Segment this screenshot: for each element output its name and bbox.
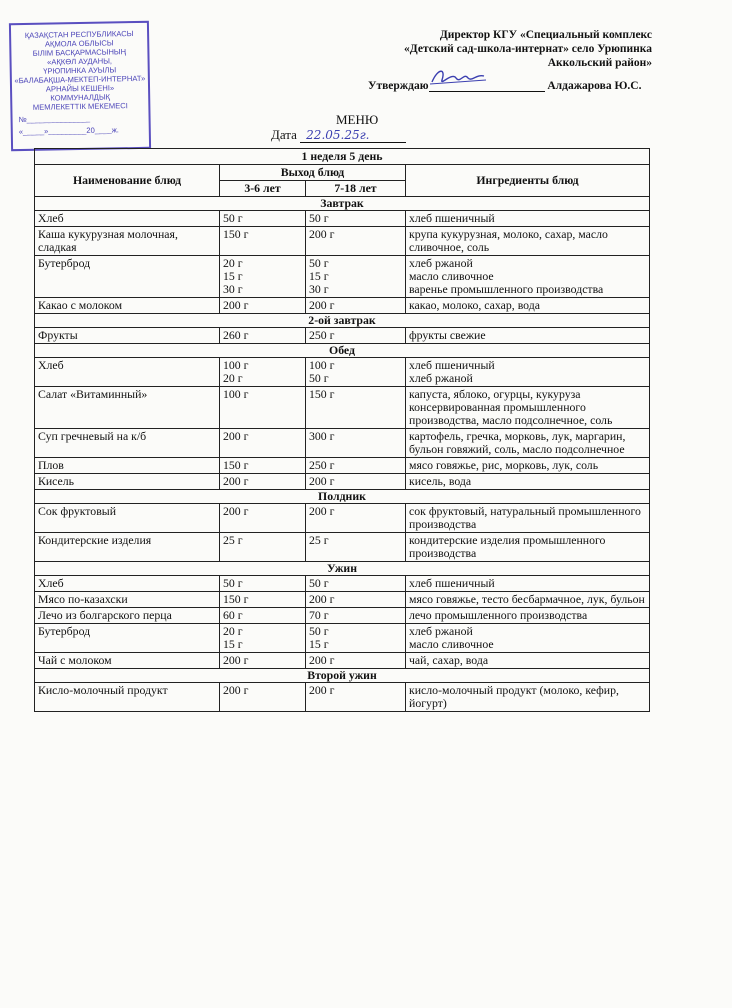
portion-3-6 bbox=[220, 624, 306, 653]
ingredients-line: хлеб ржаной bbox=[409, 371, 473, 385]
portion-3-6 bbox=[220, 653, 306, 669]
table-row bbox=[35, 328, 650, 344]
stamp-line: АҚМОЛА ОБЛЫСЫ bbox=[44, 38, 114, 49]
stamp-line: КОММУНАЛДЫҚ bbox=[50, 92, 111, 103]
section-title: Второй ужин bbox=[35, 669, 650, 683]
portion-3-6 bbox=[220, 474, 306, 490]
portion-7-18 bbox=[306, 504, 406, 533]
ingredients-line: хлеб пшеничный bbox=[409, 358, 495, 372]
ingredients: лечо промышленного производства bbox=[406, 608, 650, 624]
portion-3-6 bbox=[220, 211, 306, 227]
col-output: Выход блюд bbox=[220, 165, 406, 181]
portion-7-18 bbox=[306, 429, 406, 458]
ingredients: кисло-молочный продукт (молоко, кефир, йогурт) bbox=[406, 683, 650, 712]
ingredients: картофель, гречка, морковь, лук, маргарин, бульон говяжий, соль, масло подсолнечное bbox=[406, 429, 650, 458]
portion-3-6 bbox=[220, 328, 306, 344]
portion-7-18-line: 70 г bbox=[309, 608, 329, 622]
col-age-7-18: 7-18 лет bbox=[306, 181, 406, 197]
dish-name: Кисло-молочный продукт bbox=[35, 683, 220, 712]
dish-name: Салат «Витаминный» bbox=[35, 387, 220, 429]
dish-name: Фрукты bbox=[35, 328, 220, 344]
dish-name: Какао с молоком bbox=[35, 298, 220, 314]
section-title: Ужин bbox=[35, 562, 650, 576]
dish-name: Бутерброд bbox=[35, 256, 220, 298]
portion-7-18 bbox=[306, 608, 406, 624]
portion-7-18-line: 25 г bbox=[309, 533, 329, 547]
portion-3-6 bbox=[220, 387, 306, 429]
portion-3-6-line: 25 г bbox=[223, 533, 243, 547]
dish-name: Мясо по-казахски bbox=[35, 592, 220, 608]
stamp-line: ҮРЮПИНКА АУЫЛЫ bbox=[43, 65, 117, 76]
header-line-1: Директор КГУ «Специальный комплекс bbox=[439, 29, 652, 41]
portion-3-6-line: 30 г bbox=[223, 282, 243, 296]
section-header bbox=[35, 669, 650, 683]
portion-7-18 bbox=[306, 256, 406, 298]
portion-3-6 bbox=[220, 358, 306, 387]
ingredients: мясо говяжье, рис, морковь, лук, соль bbox=[406, 458, 650, 474]
section-header bbox=[35, 490, 650, 504]
dish-name: Лечо из болгарского перца bbox=[35, 608, 220, 624]
portion-7-18 bbox=[306, 592, 406, 608]
portion-7-18 bbox=[306, 211, 406, 227]
ingredients: сок фруктовый, натуральный промышленного производства bbox=[406, 504, 650, 533]
portion-3-6 bbox=[220, 298, 306, 314]
portion-7-18-line: 50 г bbox=[309, 624, 329, 638]
stamp-date: «_____»_________20____ж. bbox=[18, 125, 119, 137]
table-row bbox=[35, 211, 650, 227]
portion-3-6 bbox=[220, 227, 306, 256]
portion-7-18-line: 50 г bbox=[309, 211, 329, 225]
portion-3-6-line: 200 г bbox=[223, 429, 249, 443]
portion-7-18-line: 30 г bbox=[309, 282, 329, 296]
portion-7-18 bbox=[306, 387, 406, 429]
header-line-3: Аккольский район» bbox=[547, 57, 652, 69]
portion-3-6-line: 60 г bbox=[223, 608, 243, 622]
portion-7-18-line: 15 г bbox=[309, 637, 329, 651]
dish-name: Бутерброд bbox=[35, 624, 220, 653]
portion-7-18-line: 50 г bbox=[309, 371, 329, 385]
portion-3-6 bbox=[220, 576, 306, 592]
ingredients: фрукты свежие bbox=[406, 328, 650, 344]
stamp-line: МЕМЛЕКЕТТІК МЕКЕМЕСІ bbox=[32, 101, 128, 112]
ingredients: хлеб пшеничный bbox=[406, 211, 650, 227]
portion-7-18 bbox=[306, 624, 406, 653]
portion-3-6-line: 200 г bbox=[223, 504, 249, 518]
portion-7-18-line: 200 г bbox=[309, 227, 335, 241]
portion-7-18 bbox=[306, 474, 406, 490]
menu-table bbox=[34, 148, 650, 712]
section-title: 2-ой завтрак bbox=[35, 314, 650, 328]
portion-7-18-line: 15 г bbox=[309, 269, 329, 283]
portion-3-6-line: 15 г bbox=[223, 637, 243, 651]
portion-3-6 bbox=[220, 504, 306, 533]
dish-name: Хлеб bbox=[35, 211, 220, 227]
table-row bbox=[35, 653, 650, 669]
portion-7-18-line: 200 г bbox=[309, 683, 335, 697]
table-row bbox=[35, 608, 650, 624]
stamp-line: «БАЛАБАҚША-МЕКТЕП-ИНТЕРНАТ» bbox=[14, 73, 146, 86]
dish-name: Каша кукурузная молочная, сладкая bbox=[35, 227, 220, 256]
portion-7-18 bbox=[306, 576, 406, 592]
ingredients bbox=[406, 624, 650, 653]
ingredients: крупа кукурузная, молоко, сахар, масло сливочное, соль bbox=[406, 227, 650, 256]
portion-7-18-line: 100 г bbox=[309, 358, 335, 372]
ingredients: кисель, вода bbox=[406, 474, 650, 490]
date-value: 22.05.25г. bbox=[300, 128, 406, 143]
ingredients: чай, сахар, вода bbox=[406, 653, 650, 669]
portion-7-18-line: 300 г bbox=[309, 429, 335, 443]
portion-3-6-line: 200 г bbox=[223, 298, 249, 312]
table-row bbox=[35, 358, 650, 387]
ingredients-line: хлеб ржаной bbox=[409, 256, 473, 270]
portion-3-6-line: 260 г bbox=[223, 328, 249, 342]
ingredients: хлеб пшеничный bbox=[406, 576, 650, 592]
approve-label: Утверждаю bbox=[368, 80, 429, 92]
portion-7-18-line: 200 г bbox=[309, 653, 335, 667]
portion-7-18-line: 50 г bbox=[309, 576, 329, 590]
ingredients: кондитерские изделия промышленного производства bbox=[406, 533, 650, 562]
portion-3-6-line: 20 г bbox=[223, 624, 243, 638]
portion-3-6 bbox=[220, 683, 306, 712]
table-row bbox=[35, 504, 650, 533]
portion-3-6-line: 200 г bbox=[223, 474, 249, 488]
stamp-number: №_______________ bbox=[18, 113, 91, 125]
dish-name: Хлеб bbox=[35, 576, 220, 592]
signature-blank bbox=[429, 91, 545, 92]
portion-3-6-line: 100 г bbox=[223, 358, 249, 372]
portion-7-18 bbox=[306, 533, 406, 562]
portion-3-6-line: 200 г bbox=[223, 683, 249, 697]
portion-7-18 bbox=[306, 683, 406, 712]
col-ingredients: Ингредиенты блюд bbox=[406, 165, 650, 197]
portion-3-6-line: 50 г bbox=[223, 576, 243, 590]
date-line bbox=[271, 127, 406, 143]
portion-7-18 bbox=[306, 328, 406, 344]
ingredients-line: варенье промышленного производства bbox=[409, 282, 604, 296]
date-label: Дата bbox=[271, 127, 297, 142]
official-stamp bbox=[9, 21, 151, 151]
table-row bbox=[35, 533, 650, 562]
portion-3-6 bbox=[220, 533, 306, 562]
ingredients-line: масло сливочное bbox=[409, 637, 494, 651]
dish-name: Суп гречневый на к/б bbox=[35, 429, 220, 458]
portion-7-18-line: 250 г bbox=[309, 458, 335, 472]
dish-name: Чай с молоком bbox=[35, 653, 220, 669]
section-title: Полдник bbox=[35, 490, 650, 504]
portion-7-18-line: 200 г bbox=[309, 504, 335, 518]
ingredients-line: масло сливочное bbox=[409, 269, 494, 283]
table-row bbox=[35, 683, 650, 712]
ingredients-line: хлеб ржаной bbox=[409, 624, 473, 638]
stamp-text bbox=[11, 29, 148, 112]
dish-name: Плов bbox=[35, 458, 220, 474]
portion-3-6-line: 15 г bbox=[223, 269, 243, 283]
section-header bbox=[35, 344, 650, 358]
table-row bbox=[35, 298, 650, 314]
dish-name: Кисель bbox=[35, 474, 220, 490]
portion-7-18 bbox=[306, 298, 406, 314]
portion-3-6-line: 150 г bbox=[223, 592, 249, 606]
handwritten-signature bbox=[428, 64, 488, 90]
portion-7-18-line: 200 г bbox=[309, 592, 335, 606]
portion-3-6-line: 150 г bbox=[223, 227, 249, 241]
portion-3-6-line: 200 г bbox=[223, 653, 249, 667]
section-header bbox=[35, 562, 650, 576]
portion-3-6-line: 100 г bbox=[223, 387, 249, 401]
ingredients bbox=[406, 256, 650, 298]
portion-7-18-line: 200 г bbox=[309, 298, 335, 312]
table-row bbox=[35, 592, 650, 608]
approve-line bbox=[368, 80, 642, 92]
week-label: 1 неделя 5 день bbox=[35, 149, 650, 165]
portion-7-18-line: 150 г bbox=[309, 387, 335, 401]
portion-7-18-line: 50 г bbox=[309, 256, 329, 270]
portion-3-6-line: 20 г bbox=[223, 256, 243, 270]
portion-7-18-line: 200 г bbox=[309, 474, 335, 488]
page-title: МЕНЮ bbox=[336, 112, 379, 127]
dish-name: Кондитерские изделия bbox=[35, 533, 220, 562]
portion-7-18 bbox=[306, 458, 406, 474]
section-header bbox=[35, 314, 650, 328]
stamp-line: БІЛІМ БАСҚАРМАСЫНЫҢ bbox=[32, 47, 127, 58]
section-header bbox=[35, 197, 650, 211]
section-title: Обед bbox=[35, 344, 650, 358]
stamp-line: «АҚКӨЛ АУДАНЫ, bbox=[47, 56, 113, 67]
ingredients: капуста, яблоко, огурцы, кукуруза консервированная промышленного производства, масло подсолнечное, соль bbox=[406, 387, 650, 429]
col-age-3-6: 3-6 лет bbox=[220, 181, 306, 197]
portion-3-6-line: 50 г bbox=[223, 211, 243, 225]
stamp-line: ҚАЗАҚСТАН РЕСПУБЛИКАСЫ bbox=[24, 29, 134, 40]
portion-3-6-line: 150 г bbox=[223, 458, 249, 472]
section-title: Завтрак bbox=[35, 197, 650, 211]
menu-body bbox=[35, 197, 650, 712]
portion-7-18 bbox=[306, 358, 406, 387]
portion-3-6 bbox=[220, 608, 306, 624]
dish-name: Хлеб bbox=[35, 358, 220, 387]
portion-3-6-line: 20 г bbox=[223, 371, 243, 385]
table-row bbox=[35, 227, 650, 256]
table-row bbox=[35, 624, 650, 653]
portion-3-6 bbox=[220, 458, 306, 474]
header-line-2: «Детский сад-школа-интернат» село Урюпинка bbox=[404, 43, 652, 55]
director-name: Алдажарова Ю.С. bbox=[547, 80, 642, 92]
table-row bbox=[35, 474, 650, 490]
table-row bbox=[35, 387, 650, 429]
dish-name: Сок фруктовый bbox=[35, 504, 220, 533]
ingredients bbox=[406, 358, 650, 387]
table-row bbox=[35, 458, 650, 474]
table-row bbox=[35, 256, 650, 298]
portion-3-6 bbox=[220, 256, 306, 298]
table-row bbox=[35, 576, 650, 592]
portion-7-18 bbox=[306, 653, 406, 669]
table-row bbox=[35, 429, 650, 458]
col-dish-name: Наименование блюд bbox=[35, 165, 220, 197]
portion-7-18-line: 250 г bbox=[309, 328, 335, 342]
portion-7-18 bbox=[306, 227, 406, 256]
portion-3-6 bbox=[220, 429, 306, 458]
stamp-line: АРНАЙЫ КЕШЕНІ» bbox=[45, 83, 115, 94]
portion-3-6 bbox=[220, 592, 306, 608]
ingredients: какао, молоко, сахар, вода bbox=[406, 298, 650, 314]
ingredients: мясо говяжье, тесто бесбармачное, лук, бульон bbox=[406, 592, 650, 608]
